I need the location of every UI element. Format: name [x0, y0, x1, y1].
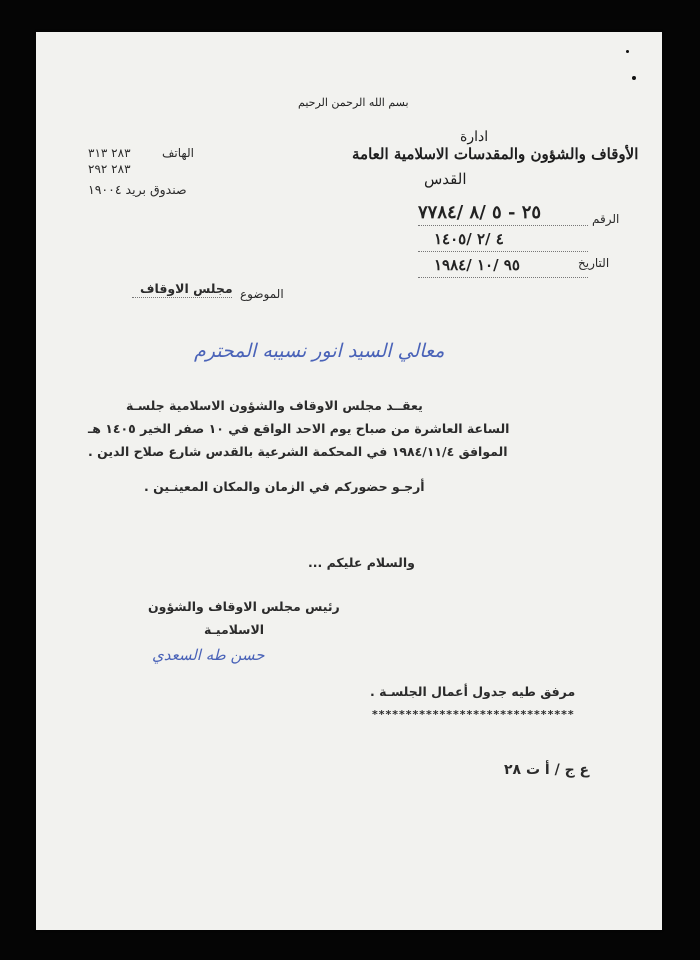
pobox: صندوق بريد ١٩٠٠٤ [88, 182, 187, 197]
phone-label: الهاتف [162, 146, 194, 160]
body-line-1: يعقــد مجلس الاوقاف والشؤون الاسلامية جلسـة [126, 398, 423, 413]
basmala: بسم الله الرحمن الرحيم [298, 96, 409, 109]
subject-label: الموضوع [240, 287, 284, 301]
phone-number-1: ٢٨٣ ٣١٣ [88, 146, 131, 160]
signature-handwritten: حسن طه السعدي [152, 646, 265, 664]
date-hijri: ٤ /٢ /١٤٠٥ [434, 230, 504, 248]
closing: والسلام عليكم ... [308, 555, 415, 570]
ref-underline [418, 225, 588, 226]
letter-page [36, 32, 662, 930]
paper-speck [632, 76, 636, 80]
body-line-3: الموافق ١٩٨٤/١١/٤ في المحكمة الشرعية بالقدس شارع صلاح الدين . [88, 444, 508, 459]
subject-value: مجلس الاوقاف [140, 281, 233, 296]
phone-number-2: ٢٨٣ ٢٩٢ [88, 162, 131, 176]
signature-title-2: الاسلاميـة [204, 622, 265, 637]
org-line-3: القدس [424, 170, 467, 188]
file-code: ع ج / أ ت ٢٨ [504, 762, 590, 778]
date-label: التاريخ [578, 256, 610, 270]
attachment-rule: ****************************** [372, 708, 575, 721]
ref-label: الرقم [592, 212, 620, 226]
recipient: معالي السيد انور نسيبه المحترم [194, 340, 445, 362]
org-line-2: الأوقاف والشؤون والمقدسات الاسلامية العامة [352, 145, 639, 163]
date-gregorian-underline [418, 277, 588, 278]
ref-value: ٢٥ - ٥ /٨ /٧٧٨٤ [418, 202, 542, 223]
subject-underline [132, 297, 232, 298]
paper-speck [626, 50, 629, 53]
org-line-1: ادارة [460, 129, 489, 145]
signature-title-1: رئيس مجلس الاوقاف والشؤون [148, 599, 340, 614]
date-gregorian: ٩٥ /١٠ /١٩٨٤ [434, 256, 520, 274]
date-hijri-underline [418, 251, 588, 252]
attachment-note: مرفق طيه جدول أعمال الجلسـة . [370, 684, 576, 699]
body-line-4: أرجـو حضوركم في الزمان والمكان المعينـين . [144, 479, 425, 494]
body-line-2: الساعة العاشرة من صباح يوم الاحد الواقع في ١٠ صفر الخير ١٤٠٥ هـ [88, 421, 510, 436]
